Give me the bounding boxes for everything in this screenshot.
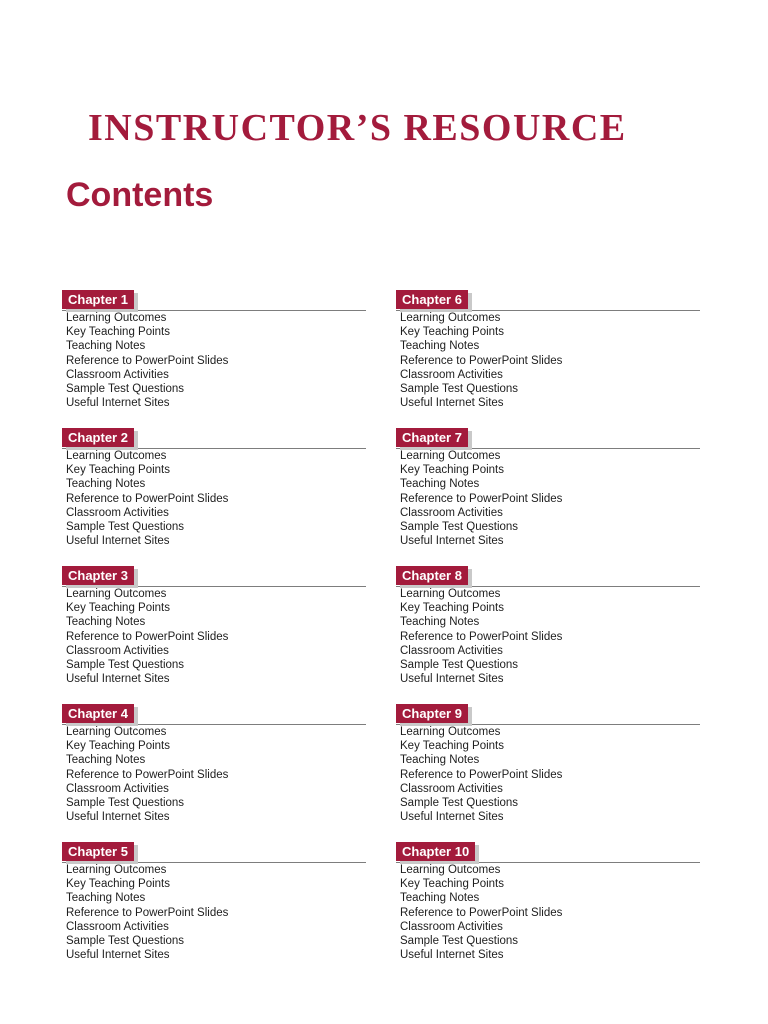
- chapter-block: [62, 566, 366, 686]
- chapter-item[interactable]: Reference to PowerPoint Slides: [66, 630, 229, 643]
- chapter-item[interactable]: Learning Outcomes: [66, 588, 167, 600]
- chapter-badge[interactable]: Chapter 4: [62, 704, 134, 723]
- chapter-item[interactable]: Learning Outcomes: [66, 312, 167, 324]
- chapter-header-rule: [62, 290, 366, 311]
- chapter-item[interactable]: Reference to PowerPoint Slides: [400, 768, 563, 781]
- chapter-item[interactable]: Useful Internet Sites: [400, 673, 504, 686]
- chapter-item[interactable]: Useful Internet Sites: [66, 949, 170, 962]
- chapter-block: [62, 704, 366, 824]
- contents-heading: Contents: [66, 176, 214, 214]
- chapter-badge[interactable]: Chapter 7: [396, 428, 468, 447]
- chapter-item[interactable]: Useful Internet Sites: [400, 397, 504, 410]
- chapter-item[interactable]: Reference to PowerPoint Slides: [400, 354, 563, 367]
- chapter-item[interactable]: Learning Outcomes: [66, 726, 167, 738]
- chapter-item[interactable]: Teaching Notes: [66, 754, 146, 767]
- chapter-item[interactable]: Useful Internet Sites: [400, 811, 504, 824]
- chapter-item[interactable]: Key Teaching Points: [66, 326, 170, 339]
- chapter-item[interactable]: Classroom Activities: [400, 368, 503, 381]
- chapter-item-list: [66, 449, 366, 548]
- chapter-item[interactable]: Classroom Activities: [400, 644, 503, 657]
- chapter-item[interactable]: Reference to PowerPoint Slides: [400, 906, 563, 919]
- page-title: INSTRUCTOR’S RESOURCE: [88, 107, 627, 149]
- chapter-item[interactable]: Teaching Notes: [66, 478, 146, 491]
- chapter-block: [396, 842, 700, 962]
- chapter-item[interactable]: Learning Outcomes: [400, 864, 501, 876]
- chapter-item[interactable]: Teaching Notes: [66, 892, 146, 905]
- chapter-item[interactable]: Reference to PowerPoint Slides: [66, 354, 229, 367]
- chapter-item[interactable]: Useful Internet Sites: [66, 397, 170, 410]
- chapter-item[interactable]: Key Teaching Points: [400, 326, 504, 339]
- chapter-item[interactable]: Key Teaching Points: [66, 464, 170, 477]
- chapter-item[interactable]: Teaching Notes: [66, 340, 146, 353]
- chapter-item[interactable]: Sample Test Questions: [400, 659, 519, 672]
- chapter-item[interactable]: Useful Internet Sites: [400, 949, 504, 962]
- chapter-badge[interactable]: Chapter 2: [62, 428, 134, 447]
- chapter-header-rule: [396, 704, 700, 725]
- chapter-item-list: [400, 449, 700, 548]
- chapter-badge[interactable]: Chapter 6: [396, 290, 468, 309]
- chapter-item[interactable]: Key Teaching Points: [400, 602, 504, 615]
- chapter-item[interactable]: Useful Internet Sites: [400, 535, 504, 548]
- chapter-item[interactable]: Sample Test Questions: [66, 935, 185, 948]
- chapter-block: [396, 566, 700, 686]
- chapter-badge[interactable]: Chapter 9: [396, 704, 468, 723]
- chapter-item[interactable]: Classroom Activities: [66, 644, 169, 657]
- chapter-block: [396, 290, 700, 410]
- chapter-item[interactable]: Sample Test Questions: [400, 797, 519, 810]
- chapter-block: [396, 704, 700, 824]
- chapter-item[interactable]: Learning Outcomes: [66, 450, 167, 462]
- chapter-item-list: [400, 863, 700, 962]
- chapter-item-list: [66, 863, 366, 962]
- chapter-item[interactable]: Teaching Notes: [66, 616, 146, 629]
- chapter-header-rule: [62, 842, 366, 863]
- chapter-item[interactable]: Teaching Notes: [400, 754, 480, 767]
- chapter-item-list: [400, 311, 700, 410]
- chapter-item[interactable]: Sample Test Questions: [66, 383, 185, 396]
- chapter-item[interactable]: Reference to PowerPoint Slides: [400, 630, 563, 643]
- chapter-item[interactable]: Useful Internet Sites: [66, 811, 170, 824]
- chapter-item[interactable]: Key Teaching Points: [66, 878, 170, 891]
- chapter-item-list: [400, 725, 700, 824]
- chapter-header-rule: [62, 704, 366, 725]
- chapter-item[interactable]: Sample Test Questions: [66, 797, 185, 810]
- chapter-badge[interactable]: Chapter 3: [62, 566, 134, 585]
- chapter-item[interactable]: Useful Internet Sites: [66, 535, 170, 548]
- chapter-block: [396, 428, 700, 548]
- chapter-item[interactable]: Classroom Activities: [66, 782, 169, 795]
- chapter-item[interactable]: Key Teaching Points: [400, 464, 504, 477]
- chapter-item[interactable]: Classroom Activities: [400, 782, 503, 795]
- chapter-item-list: [66, 587, 366, 686]
- chapter-item-list: [66, 311, 366, 410]
- chapter-item[interactable]: Sample Test Questions: [66, 521, 185, 534]
- chapter-badge[interactable]: Chapter 10: [396, 842, 475, 861]
- chapter-item[interactable]: Classroom Activities: [66, 920, 169, 933]
- chapter-item[interactable]: Reference to PowerPoint Slides: [66, 768, 229, 781]
- chapter-header-rule: [396, 842, 700, 863]
- chapter-badge[interactable]: Chapter 8: [396, 566, 468, 585]
- chapter-item-list: [400, 587, 700, 686]
- chapter-item[interactable]: Sample Test Questions: [400, 383, 519, 396]
- chapter-item[interactable]: Sample Test Questions: [66, 659, 185, 672]
- chapter-item-list: [66, 725, 366, 824]
- chapter-item[interactable]: Learning Outcomes: [66, 864, 167, 876]
- chapter-header-rule: [396, 428, 700, 449]
- chapter-item[interactable]: Classroom Activities: [400, 506, 503, 519]
- chapter-item[interactable]: Learning Outcomes: [400, 450, 501, 462]
- chapter-header-rule: [62, 566, 366, 587]
- chapter-item[interactable]: Learning Outcomes: [400, 726, 501, 738]
- chapter-badge[interactable]: Chapter 1: [62, 290, 134, 309]
- chapter-item[interactable]: Reference to PowerPoint Slides: [66, 492, 229, 505]
- chapter-item[interactable]: Key Teaching Points: [400, 878, 504, 891]
- chapter-item[interactable]: Learning Outcomes: [400, 588, 501, 600]
- chapter-item[interactable]: Classroom Activities: [400, 920, 503, 933]
- chapter-badge[interactable]: Chapter 5: [62, 842, 134, 861]
- chapter-item[interactable]: Classroom Activities: [66, 368, 169, 381]
- chapter-item[interactable]: Teaching Notes: [400, 616, 480, 629]
- chapter-header-rule: [62, 428, 366, 449]
- chapter-block: [62, 842, 366, 962]
- chapter-item[interactable]: Reference to PowerPoint Slides: [400, 492, 563, 505]
- chapter-item[interactable]: Teaching Notes: [400, 892, 480, 905]
- chapter-item[interactable]: Key Teaching Points: [66, 602, 170, 615]
- chapter-item[interactable]: Sample Test Questions: [400, 935, 519, 948]
- chapter-block: [62, 290, 366, 410]
- chapter-item[interactable]: Sample Test Questions: [400, 521, 519, 534]
- chapter-block: [62, 428, 366, 548]
- chapter-item[interactable]: Key Teaching Points: [66, 740, 170, 753]
- chapter-item[interactable]: Teaching Notes: [400, 340, 480, 353]
- chapter-item[interactable]: Useful Internet Sites: [66, 673, 170, 686]
- chapter-item[interactable]: Reference to PowerPoint Slides: [66, 906, 229, 919]
- chapter-item[interactable]: Classroom Activities: [66, 506, 169, 519]
- chapter-item[interactable]: Learning Outcomes: [400, 312, 501, 324]
- chapter-item[interactable]: Teaching Notes: [400, 478, 480, 491]
- chapter-header-rule: [396, 566, 700, 587]
- chapter-header-rule: [396, 290, 700, 311]
- chapter-item[interactable]: Key Teaching Points: [400, 740, 504, 753]
